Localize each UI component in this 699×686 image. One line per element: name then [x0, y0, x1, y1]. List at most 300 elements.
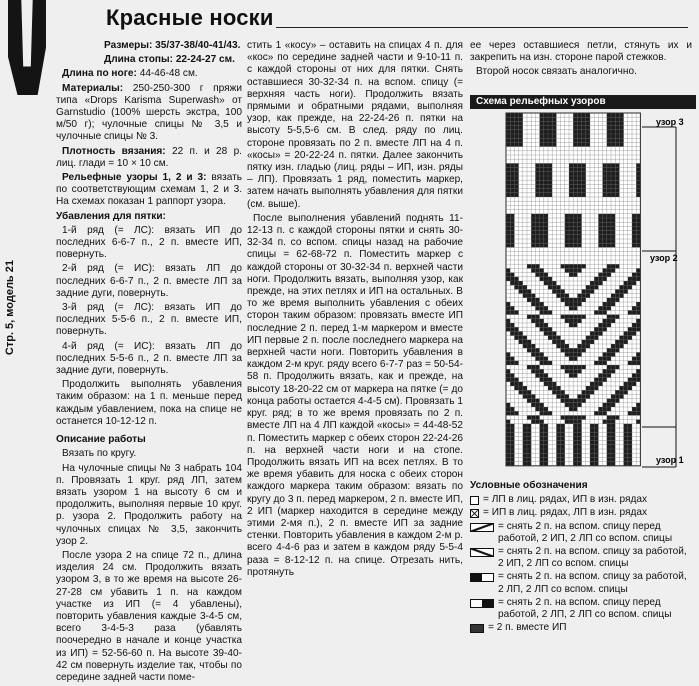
chart-cell [619, 394, 623, 398]
chart-cell [523, 294, 527, 298]
chart-cell [586, 289, 590, 293]
chart-cell [561, 365, 565, 369]
chart-cell [632, 407, 636, 411]
chart-cell [611, 457, 615, 461]
chart-cell [607, 420, 611, 424]
chart-cell [544, 361, 548, 365]
chart-cell [540, 218, 544, 222]
chart-cell [577, 235, 581, 239]
chart-cell [619, 138, 623, 142]
chart-cell [632, 323, 636, 327]
chart-cell [577, 436, 581, 440]
chart-cell [573, 415, 577, 419]
chart-cell [510, 180, 514, 184]
chart-cell [607, 134, 611, 138]
chart-cell [523, 386, 527, 390]
chart-cell [636, 184, 640, 188]
chart-cell [569, 273, 573, 277]
chart-cell [573, 449, 577, 453]
chart-cell [531, 319, 535, 323]
legend-text: = ИП в лиц. рядах, ЛП в изн. рядах [483, 507, 648, 519]
chart-cell [510, 378, 514, 382]
legend-item-cable-front-knit [470, 597, 692, 621]
chart-cell [582, 415, 586, 419]
chart-cell [506, 130, 510, 134]
chart-cell [565, 352, 569, 356]
chart-cell [624, 382, 628, 386]
chart-cell [506, 273, 510, 277]
chart-cell [586, 294, 590, 298]
chart-cell [611, 445, 615, 449]
chart-cell [565, 268, 569, 272]
chart-cell [615, 294, 619, 298]
chart-cell [540, 420, 544, 424]
chart-cell [603, 226, 607, 230]
chart-cell [607, 407, 611, 411]
chart-cell [544, 277, 548, 281]
materials-label: Материалы: [62, 82, 124, 94]
chart-cell [569, 226, 573, 230]
chart-cell [611, 121, 615, 125]
chart-cell [510, 239, 514, 243]
chart-cell [548, 378, 552, 382]
chart-cell [582, 138, 586, 142]
chart-cell [615, 168, 619, 172]
chart-cell [577, 453, 581, 457]
chart-cell [510, 436, 514, 440]
chart-cell [535, 235, 539, 239]
decrease-row-4: 4-й ряд (= ИС): вязать ЛП до последних 5-5-6 п., 2 п. вместе ЛП за задние дуги, повернуть. [56, 340, 242, 377]
chart-cell [548, 113, 552, 117]
chart-cell [540, 323, 544, 327]
chart-cell [569, 298, 573, 302]
chart-cell [544, 424, 548, 428]
chart-cell [527, 348, 531, 352]
chart-cell [603, 319, 607, 323]
chart-cell [527, 294, 531, 298]
chart-cell [514, 386, 518, 390]
chart-cell [540, 457, 544, 461]
chart-cell [573, 273, 577, 277]
chart-cell [611, 168, 615, 172]
chart-cell [573, 243, 577, 247]
chart-cell [577, 121, 581, 125]
chart-cell [577, 462, 581, 466]
chart-cell [586, 142, 590, 146]
chart-cell [569, 193, 573, 197]
chart-cell [556, 428, 560, 432]
chart-cell [619, 142, 623, 146]
chart-cell [577, 126, 581, 130]
chart-cell [535, 420, 539, 424]
chart-cell [510, 113, 514, 117]
chart-cell [582, 134, 586, 138]
chart-cell [577, 163, 581, 167]
chart-cell [636, 373, 640, 377]
chart-cell [573, 121, 577, 125]
foot-value: 22-24-27 см. [175, 54, 235, 66]
chart-cell [514, 180, 518, 184]
chart-cell [544, 168, 548, 172]
chart-cell [506, 453, 510, 457]
chart-cell [535, 302, 539, 306]
chart-cell [519, 121, 523, 125]
chart-cell [598, 277, 602, 281]
chart-cell [586, 134, 590, 138]
chart-cell [577, 226, 581, 230]
chart-cell [586, 113, 590, 117]
chart-cell [603, 403, 607, 407]
chart-cell [535, 218, 539, 222]
chart-cell [510, 432, 514, 436]
chart-cell [510, 130, 514, 134]
chart-cell [582, 340, 586, 344]
chart-cell [607, 193, 611, 197]
chart-cell [598, 281, 602, 285]
chart-cell [615, 289, 619, 293]
chart-cell [598, 243, 602, 247]
chart-cell [590, 382, 594, 386]
chart-cell [598, 222, 602, 226]
chart-cell [636, 235, 640, 239]
chart-label-3: узор 3 [656, 117, 684, 127]
chart-cell [573, 172, 577, 176]
chart-cell [611, 294, 615, 298]
chart-cell [535, 243, 539, 247]
chart-cell [619, 390, 623, 394]
chart-cell [565, 319, 569, 323]
chart-cell [510, 273, 514, 277]
chart-grid [506, 113, 640, 466]
chart-cell [523, 441, 527, 445]
chart-cell [544, 121, 548, 125]
chart-cell [636, 357, 640, 361]
chart-cell [611, 214, 615, 218]
chart-cell [636, 268, 640, 272]
chart-cell [577, 180, 581, 184]
chart-cell [514, 189, 518, 193]
chart-cell [519, 117, 523, 121]
chart-cell [569, 222, 573, 226]
chart-cell [535, 298, 539, 302]
chart-cell [632, 231, 636, 235]
chart-cell [552, 285, 556, 289]
chart-cell [548, 277, 552, 281]
chart-cell [603, 222, 607, 226]
chart-cell [598, 407, 602, 411]
chart-cell [565, 214, 569, 218]
chart-cell [615, 399, 619, 403]
chart-cell [603, 231, 607, 235]
chart-cell [510, 407, 514, 411]
chart-cell [561, 344, 565, 348]
chart-cell [594, 382, 598, 386]
chart-cell [531, 268, 535, 272]
chart-cell [527, 441, 531, 445]
chart-cell [514, 134, 518, 138]
chart-cell [544, 214, 548, 218]
legend-text: = снять 2 п. на вспом. спицу перед работой, 2 ИП, 2 ЛП со вспом. спицы [498, 520, 673, 544]
chart-cell [582, 142, 586, 146]
chart-cell [598, 218, 602, 222]
chart-cell [514, 382, 518, 386]
chart-cell [607, 357, 611, 361]
chart-cell [523, 394, 527, 398]
chart-cell [607, 436, 611, 440]
chart-cell [540, 449, 544, 453]
chart-cell [598, 411, 602, 415]
chart-cell [636, 407, 640, 411]
chart-cell [611, 189, 615, 193]
chart-cell [577, 319, 581, 323]
chart-cell [611, 176, 615, 180]
chart-cell [577, 403, 581, 407]
chart-cell [535, 403, 539, 407]
chart-cell [603, 373, 607, 377]
chart-cell [565, 294, 569, 298]
chart-cell [594, 445, 598, 449]
decrease-heading: Убавления для пятки: [56, 210, 166, 222]
chart-cell [523, 336, 527, 340]
chart-cell [506, 138, 510, 142]
chart-cell [586, 336, 590, 340]
chart-cell [540, 428, 544, 432]
chart-cell [603, 189, 607, 193]
chart-cell [565, 226, 569, 230]
chart-cell [561, 441, 565, 445]
chart-cell [611, 399, 615, 403]
chart-cell [540, 184, 544, 188]
chart-cell [598, 378, 602, 382]
density-line [56, 146, 242, 170]
chart-cell [510, 306, 514, 310]
chart-cell [565, 415, 569, 419]
chart-cell [510, 193, 514, 197]
chart-cell [506, 168, 510, 172]
chart-cell [607, 449, 611, 453]
chart-cell [544, 457, 548, 461]
chart-cell [632, 373, 636, 377]
chart-cell [510, 126, 514, 130]
chart-cell [573, 306, 577, 310]
sidebar [0, 0, 50, 662]
chart-cell [590, 428, 594, 432]
chart-cell [531, 420, 535, 424]
pattern-chart [470, 95, 694, 475]
chart-cell [556, 285, 560, 289]
chart-cell [565, 344, 569, 348]
chart-cell [548, 327, 552, 331]
chart-cell [615, 340, 619, 344]
chart-cell [544, 373, 548, 377]
chart-cell [598, 327, 602, 331]
chart-cell [598, 331, 602, 335]
chart-cell [619, 130, 623, 134]
chart-cell [598, 214, 602, 218]
chart-cell [582, 289, 586, 293]
chart-cell [573, 222, 577, 226]
chart-cell [628, 441, 632, 445]
chart-cell [506, 373, 510, 377]
chart-cell [514, 176, 518, 180]
chart-cell [624, 424, 628, 428]
chart-cell [561, 453, 565, 457]
chart-cell [590, 340, 594, 344]
materials-line [56, 83, 242, 144]
chart-cell [514, 117, 518, 121]
chart-cell [506, 172, 510, 176]
chart-cell [590, 424, 594, 428]
page-title: Красные носки [106, 5, 274, 30]
chart-cell [573, 348, 577, 352]
chart-cell [506, 163, 510, 167]
chart-cell [552, 386, 556, 390]
chart-cell [510, 382, 514, 386]
chart-cell [603, 277, 607, 281]
chart-cell [506, 302, 510, 306]
chart-cell [586, 285, 590, 289]
chart-cell [628, 436, 632, 440]
chart-cell [561, 390, 565, 394]
chart-cell [611, 394, 615, 398]
chart-cell [535, 357, 539, 361]
chart-cell [544, 218, 548, 222]
chart-cell [586, 126, 590, 130]
chart-cell [603, 172, 607, 176]
chart-cell [577, 294, 581, 298]
leg-line [56, 68, 242, 80]
chart-cell [611, 432, 615, 436]
chart-cell [540, 138, 544, 142]
legend-item-knit [470, 494, 692, 506]
chart-cell [514, 327, 518, 331]
chart-cell [535, 189, 539, 193]
chart-cell [607, 113, 611, 117]
chart-cell [607, 126, 611, 130]
chart-cell [548, 142, 552, 146]
chart-cell [561, 415, 565, 419]
chart-cell [540, 411, 544, 415]
chart-cell [527, 315, 531, 319]
chart-cell [577, 239, 581, 243]
chart-cell [582, 126, 586, 130]
chart-cell [582, 176, 586, 180]
chart-cell [544, 407, 548, 411]
chart-cell [611, 163, 615, 167]
chart-cell [531, 294, 535, 298]
title-rule [276, 27, 688, 28]
chart-cell [586, 386, 590, 390]
chart-cell [519, 130, 523, 134]
chart-cell [619, 386, 623, 390]
chart-cell [636, 378, 640, 382]
chart-cell [615, 126, 619, 130]
chart-cell [531, 344, 535, 348]
chart-cell [603, 239, 607, 243]
chart-cell [556, 344, 560, 348]
chart-cell [561, 315, 565, 319]
chart-cell [561, 264, 565, 268]
chart-cell [619, 126, 623, 130]
chart-cell [594, 411, 598, 415]
chart-cell [577, 268, 581, 272]
chart-cell [594, 331, 598, 335]
chart-cell [561, 462, 565, 466]
chart-cell [510, 457, 514, 461]
chart-cell [506, 235, 510, 239]
chart-cell [569, 168, 573, 172]
chart-cell [607, 373, 611, 377]
chart-cell [540, 126, 544, 130]
chart-cell [519, 126, 523, 130]
chart-cell [561, 445, 565, 449]
chart-cell [636, 222, 640, 226]
chart-cell [527, 298, 531, 302]
chart-cell [586, 121, 590, 125]
chart-cell [573, 403, 577, 407]
chart-cell [615, 176, 619, 180]
chart-cell [535, 193, 539, 197]
chart-cell [636, 403, 640, 407]
chart-cell [628, 386, 632, 390]
chart-cell [544, 327, 548, 331]
chart-cell [556, 336, 560, 340]
chart-cell [540, 239, 544, 243]
chart-cell [523, 424, 527, 428]
chart-cell [506, 243, 510, 247]
chart-cell [611, 243, 615, 247]
chart-cell [510, 357, 514, 361]
chart-cell [531, 226, 535, 230]
chart-cell [624, 386, 628, 390]
col2-paragraph-2: После выполнения убавлений поднять 11-12-13 п. с каждой стороны пятки и снять 30-32-34 п. со вспом. спицы назад на рабочие спицы = 62-68-72 п. Поместить маркер с каждой стороны от 30-32-34 п. верхней части ноги. Продолжить вязать, выполняя узор, как прежде, на этих петлях и ИП на остальных. В то же время выполнить убавления с обеих сторон таким образом: провязать вместе ИП последние 2 п. перед 1-м маркером и вместе ИП первые 2 п. после последнего маркера на верхней части ноги. Повторить убавления в каждом 2-м круг. ряду всего 6-7-7 раз = 50-54-58 п. Продолжить вязать, как и прежде, на высоту 18-20-22 см от маркера на пятке (= до конца работы остается 4-4-5 см). Провязать 1 круг. ряд; в то же время провязать по 2 п. вместе ЛП на 4 ЛП каждой «косы» = 44-48-52 п. Поместить маркер с обеих сторон 22-24-26 п. на верхней части ноги и на стопе. Продолжить вязать ИП на всех петлях. В то же время убавить для носка с обеих сторон каждого маркера таким образом: вязать по кругу до 3 п. перед маркером, 2 п. вместе ИП, 2 ИП (маркер находится в середине между этими 2-мя п.), 2 п. вместе ИП за задние стенки. Повторить убавления в каждом 2-м р. всего 4-4-6 раз и затем в каждом ряду 5-5-4 раза = 8-12-12 п. на спице. Отрезать нить, протянуть [247, 212, 463, 578]
chart-cell [573, 189, 577, 193]
chart-cell [544, 163, 548, 167]
chart-cell [540, 163, 544, 167]
chart-cell [569, 302, 573, 306]
chart-cell [565, 222, 569, 226]
chart-cell [531, 415, 535, 419]
chart-cell [519, 390, 523, 394]
chart-cell [603, 268, 607, 272]
chart-cell [632, 239, 636, 243]
chart-cell [611, 453, 615, 457]
chart-cell [561, 340, 565, 344]
chart-cell [506, 449, 510, 453]
chart-cell [544, 445, 548, 449]
chart-cell [544, 193, 548, 197]
chart-cell [506, 239, 510, 243]
column-1 [56, 40, 242, 686]
chart-cell [577, 457, 581, 461]
chart-cell [548, 134, 552, 138]
chart-cell [535, 168, 539, 172]
chart-cell [636, 327, 640, 331]
column-3 [470, 40, 692, 81]
chart-cell [607, 319, 611, 323]
chart-cell [615, 184, 619, 188]
chart-cell [636, 411, 640, 415]
chart-cell [615, 121, 619, 125]
chart-cell [569, 218, 573, 222]
chart-cell [624, 331, 628, 335]
chart-cell [527, 432, 531, 436]
chart-cell [510, 449, 514, 453]
chart-cell [544, 222, 548, 226]
chart-cell [632, 310, 636, 314]
chart-cell [577, 222, 581, 226]
chart-cell [506, 214, 510, 218]
